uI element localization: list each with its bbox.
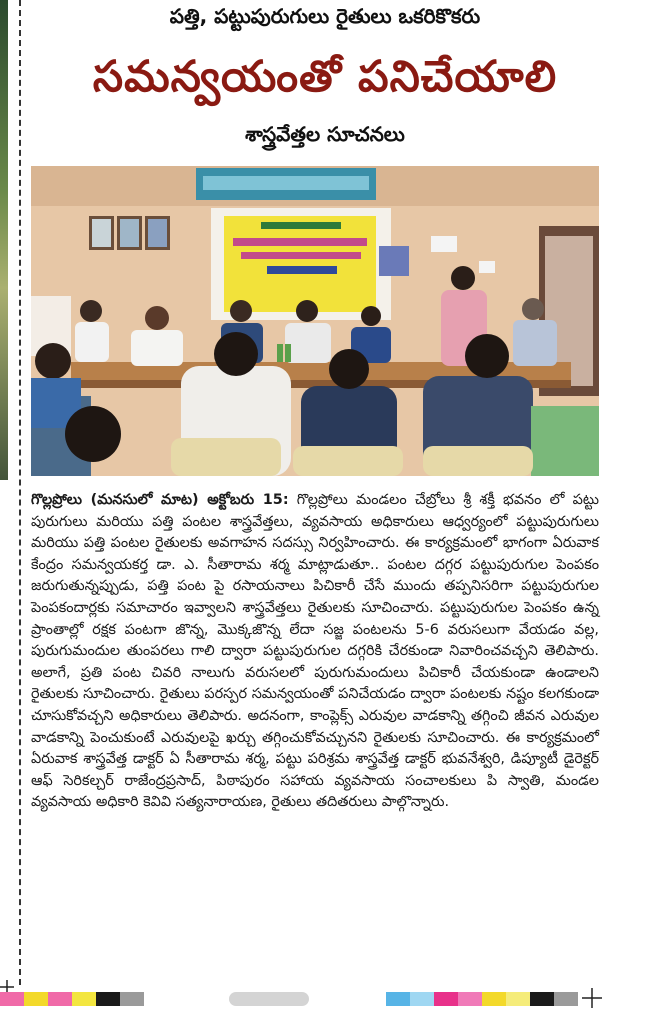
print-color-bar-left [0,992,144,1006]
column-cut-line [19,0,21,985]
print-color-swatch [386,992,410,1006]
article-body-text: గొల్లప్రోలు మండలం చేబ్రోలు శ్రీ శక్తీ భవనం లో పట్టు పురుగులు మరియు పత్తి పంటల శాస్త్రవేత్తలు, వ్యవసాయ అధికారులు ఆధ్వర్యంలో పట్టుపురుగులు మరియు పత్తి పంటల రైతులకు అవగాహన సదస్సు నిర్వహించారు. ఈ కార్యక్రమంలో భాగంగా ఏరువాక కేంద్రం సమన్వయకర్త డా. ఎ. సీతారామ శర్మ మాట్లాడుతూ.. పంటల దగ్గర పట్టుపురుగుల పెంపకం జరుగుతున్నప్పుడు, పత్తి పంట పై రసాయనాలు పిచికారీ చేసే ముందు తప్పనిసరిగా పట్టుపురుగుల పెంపకందార్లకు సమాచారం ఇవ్వాలని శాస్త్రవేత్తలు రైతులకు సూచించారు. పట్టుపురుగుల పెంపకం ఉన్న ప్రాంతాల్లో రక్షక పంటగా జొన్న, మొక్కజొన్న లేదా సజ్జ పంటలను 5-6 వరుసలుగా వేయడం వల్ల, పురుగుమందుల తుంపరలు గాలి ద్వారా పట్టుపురుగుల దగ్గరికి చేరకుండా నివారించవచ్చని తెలిపారు. అలాగే, ప్రతి పంట చివరి నాలుగు వరుసలలో పురుగుమందులు పిచికారీ చేయకుండా ఉండాలని రైతులకు సూచించారు. రైతులు పరస్పర సమన్వయంతో పనిచేయడం ద్వారా పంటలకు నష్టం కలగకుండా చూసుకోవచ్చని అధికారులు తెలిపారు. అదనంగా, కాంప్లెక్స్ ఎరువుల వాడకాన్ని తగ్గించి జీవన ఎరువుల వాడకాన్ని పెంచుకుంటే ఎరువులపై ఖర్చు తగ్గించుకోవచ్చునని రైతులకు సూచించారు. ఈ కార్యక్రమంలో ఏరువాక శాస్త్రవేత్త డాక్టర్ ఏ సీతారామ శర్మ, పట్టు పరిశ్రమ శాస్త్రవేత్త డాక్టర్ భువనేశ్వరి, డిప్యూటీ డైరెక్టర్ ఆఫ్ సెరికల్చర్ రాజేంద్రప్రసాద్, పిఠాపురం సహాయ వ్యవసాయ సంచాలకులు పి స్వాతి, మండల వ్యవసాయ అధికారి కెవివి సత్యనారాయణ, రైతులు తదితరులు పాల్గొన్నారు. [31,492,599,811]
article-photo [31,166,599,476]
print-color-swatch [458,992,482,1006]
print-color-swatch [0,992,24,1006]
print-color-bar-right [386,992,578,1006]
print-color-swatch [554,992,578,1006]
article-subhead: శాస్త్రవేత్తల సూచనలు [245,122,405,146]
article-body [31,490,599,814]
article-headline: సమన్వయంతో పనిచేయాలి [92,52,558,102]
article-dateline: గొల్లప్రోలు (మనసులో మాట) అక్టోబరు 15: [31,492,289,508]
print-color-swatch [530,992,554,1006]
meeting-photo-image [31,166,599,476]
registration-cross-icon [582,988,602,1008]
print-gray-pill [229,992,309,1006]
print-color-swatch [72,992,96,1006]
print-color-swatch [48,992,72,1006]
print-color-swatch [96,992,120,1006]
adjacent-page-photo-strip [0,0,8,480]
print-color-swatch [506,992,530,1006]
print-color-swatch [24,992,48,1006]
print-color-swatch [120,992,144,1006]
article-kicker: పత్తి, పట్టుపురుగులు రైతులు ఒకరికొకరు [169,4,481,28]
print-color-swatch [410,992,434,1006]
print-color-swatch [482,992,506,1006]
print-color-swatch [434,992,458,1006]
